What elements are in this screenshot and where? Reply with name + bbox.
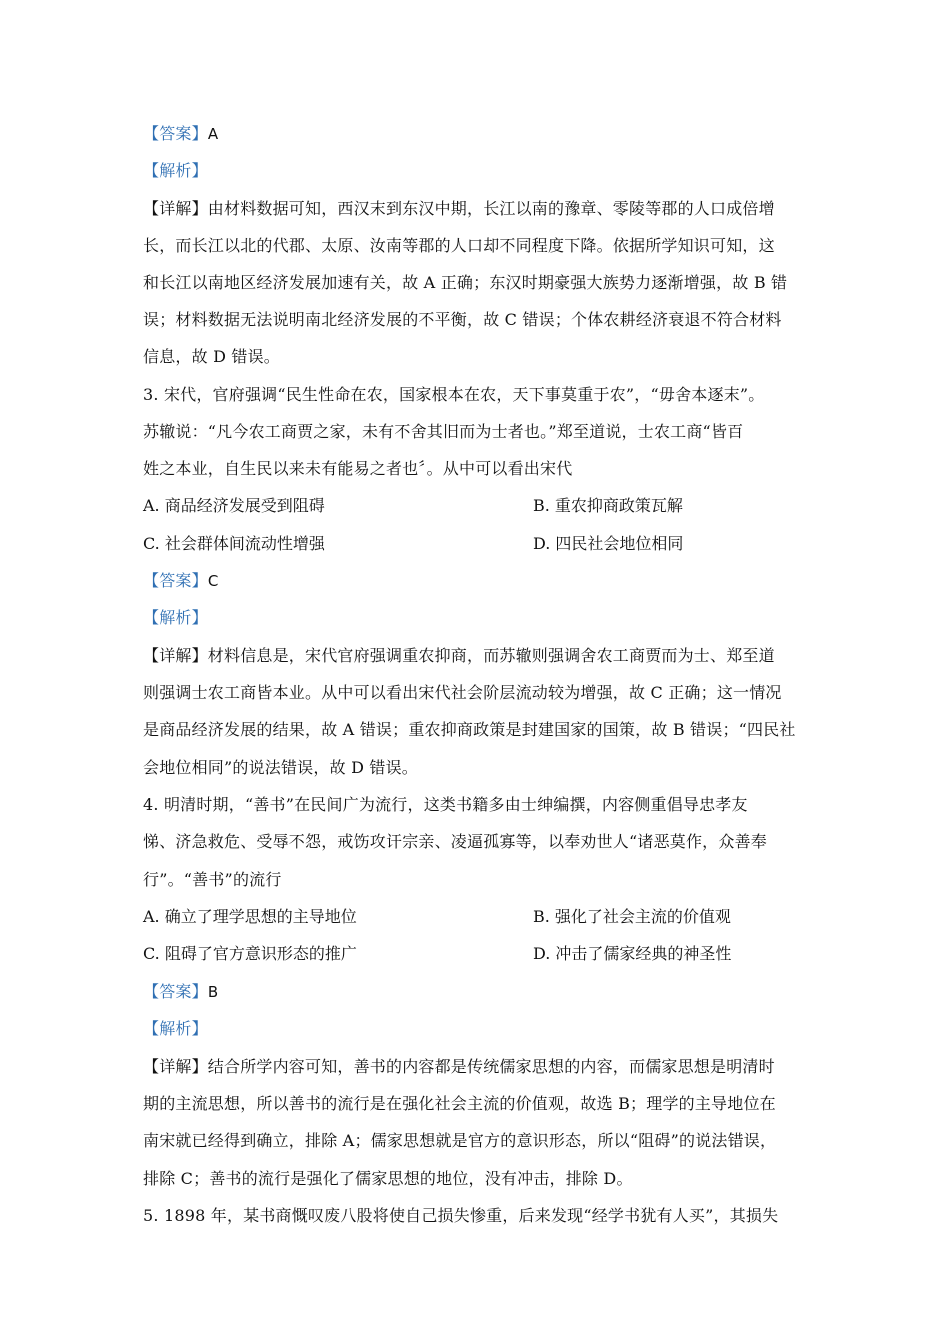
q3-detail-line: 会地位相同”的说法错误，故 D 错误。 [143,758,418,777]
q3-analysis-tag: 【解析】 [143,608,208,627]
q2-analysis-tag: 【解析】 [143,161,208,180]
q4-stem-line: 行”。“善书”的流行 [143,870,282,889]
q4-stem-line: 4. 明清时期，“善书”在民间广为流行，这类书籍多由士绅编撰，内容侧重倡导忠孝友 [143,795,748,814]
q4-detail-line: 期的主流思想，所以善书的流行是在强化社会主流的价值观，故选 B；理学的主导地位在 [143,1094,776,1113]
q4-option-c: C. 阻碍了官方意识形态的推广 [143,944,357,963]
q3-answer [143,571,219,591]
answer-value: A [207,125,219,143]
answer-value: B [207,983,219,1001]
q4-detail-line: 南宋就已经得到确立，排除 A；儒家思想就是官方的意识形态，所以“阻碍”的说法错误， [143,1131,777,1150]
q2-detail-line: 误；材料数据无法说明南北经济发展的不平衡，故 C 错误；个体农耕经济衰退不符合材料 [143,310,782,329]
q4-option-d: D. 冲击了儒家经典的神圣性 [533,944,732,963]
q3-stem-line: 苏辙说：“凡今农工商贾之家，未有不舍其旧而为士者也。”郑至道说，士农工商“皆百 [143,422,744,441]
answer-tag: 【答案】 [143,982,208,1001]
q4-detail-line: 【详解】结合所学内容可知，善书的内容都是传统儒家思想的内容，而儒家思想是明清时 [143,1057,775,1076]
q4-analysis-tag: 【解析】 [143,1019,208,1038]
answer-value: C [207,572,219,590]
q4-detail-line: 排除 C；善书的流行是强化了儒家思想的地位，没有冲击，排除 D。 [143,1169,633,1188]
q2-answer [143,124,218,144]
q3-detail-line: 则强调士农工商皆本业。从中可以看出宋代社会阶层流动较为增强，故 C 正确；这一情况 [143,683,782,702]
q3-option-d: D. 四民社会地位相同 [533,534,684,553]
q3-detail-line: 是商品经济发展的结果，故 A 错误；重农抑商政策是封建国家的国策，故 B 错误；“四民社 [143,720,796,739]
q4-answer [143,982,218,1002]
q4-stem-line: 悌、济急救危、受辱不怨，戒饬攻讦宗亲、凌逼孤寡等，以奉劝世人“诸恶莫作，众善奉 [143,832,767,851]
q2-detail-line: 【详解】由材料数据可知，西汉末到东汉中期，长江以南的豫章、零陵等郡的人口成倍增 [143,199,775,218]
q4-option-a: A. 确立了理学思想的主导地位 [143,907,357,926]
q3-option-a: A. 商品经济发展受到阻碍 [143,496,325,515]
q3-option-b: B. 重农抑商政策瓦解 [533,496,683,515]
q5-stem-line: 5. 1898 年，某书商慨叹废八股将使自己损失惨重，后来发现“经学书犹有人买”，其损失 [143,1206,779,1225]
answer-tag: 【答案】 [143,124,208,143]
answer-tag: 【答案】 [143,571,208,590]
q3-stem-line: 3. 宋代，官府强调“民生性命在农，国家根本在农，天下事莫重于农”，“毋舍本逐末”。 [143,385,765,404]
q2-detail-line: 和长江以南地区经济发展加速有关，故 A 正确；东汉时期豪强大族势力逐渐增强，故 B 错 [143,273,788,292]
q2-detail-line: 长，而长江以北的代郡、太原、汝南等郡的人口却不同程度下降。依据所学知识可知，这 [143,236,775,255]
q2-detail-line: 信息，故 D 错误。 [143,347,281,366]
q3-option-c: C. 社会群体间流动性增强 [143,534,325,553]
q3-stem-line: 姓之本业，自生民以来未有能易之者也〞。从中可以看出宋代 [143,459,573,478]
q3-detail-line: 【详解】材料信息是，宋代官府强调重农抑商，而苏辙则强调舍农工商贾而为士、郑至道 [143,646,775,665]
q4-option-b: B. 强化了社会主流的价值观 [533,907,731,926]
